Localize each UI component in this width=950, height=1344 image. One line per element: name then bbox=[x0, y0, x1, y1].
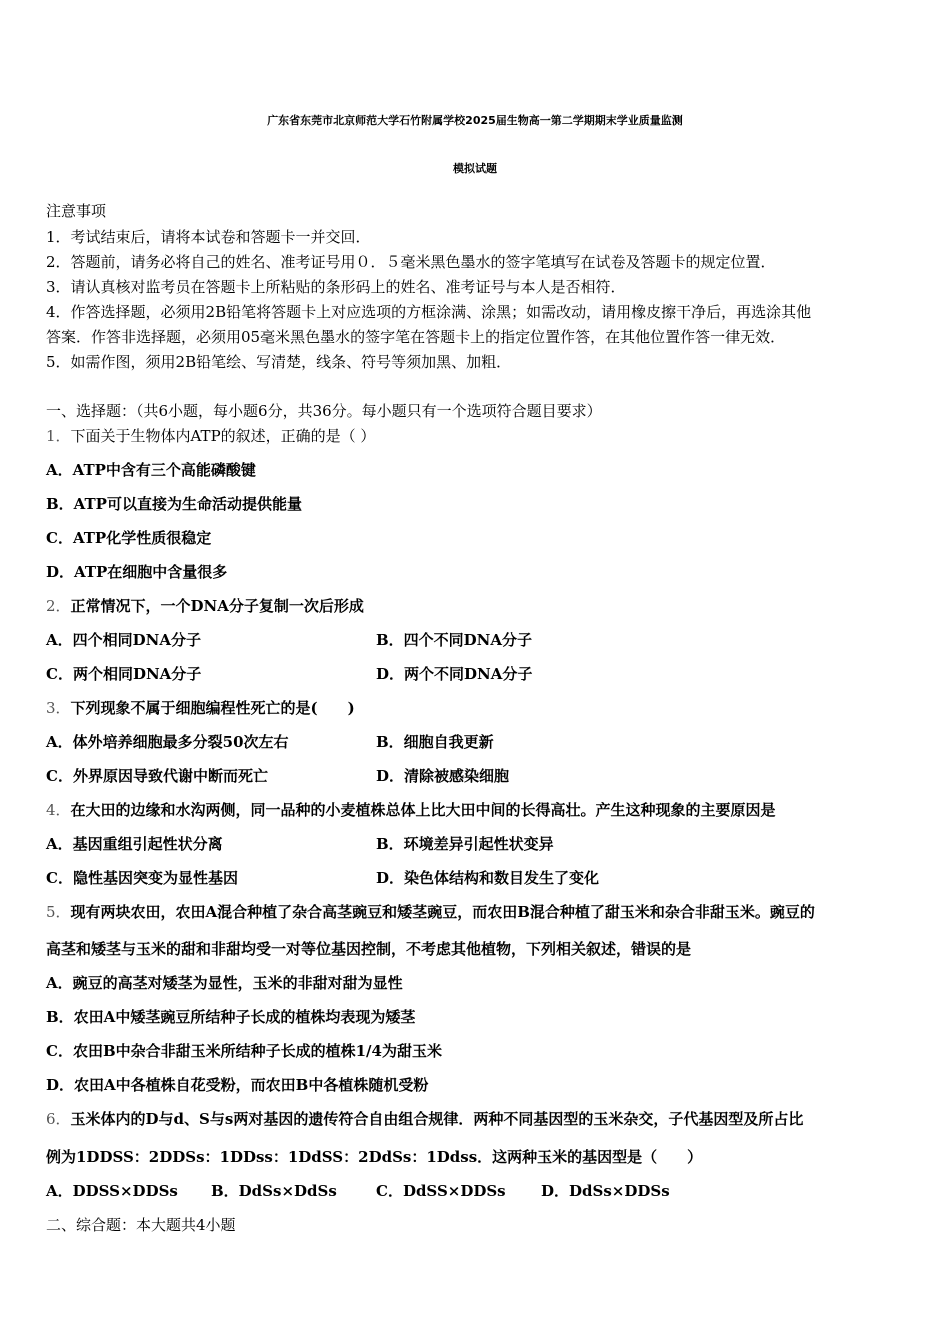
option-d: D．农田A中各植株自花受粉，而农田B中各植株随机受粉 bbox=[46, 1076, 429, 1094]
notice-heading: 注意事项 bbox=[46, 202, 107, 220]
notice-item: 答案．作答非选择题，必须用05毫米黑色墨水的签字笔在答题卡上的指定位置作答，在其他位置作答一律无效． bbox=[46, 328, 786, 346]
option-d: D．清除被感染细胞 bbox=[376, 767, 510, 785]
section-heading-choice: 一、选择题：（共6小题，每小题6分，共36分。每小题只有一个选项符合题目要求） bbox=[46, 402, 602, 420]
question-text: 在大田的边缘和水沟两侧，同一品种的小麦植株总体上比大田中间的长得高壮。产生这种现象的主要原因是 bbox=[70, 801, 776, 819]
option-a: A．DDSS×DDSs bbox=[46, 1182, 178, 1200]
option-c: C．两个相同DNA分子 bbox=[46, 665, 202, 683]
question-number: 3． bbox=[46, 699, 71, 717]
question-3 bbox=[46, 699, 355, 717]
question-2 bbox=[46, 597, 364, 615]
option-b: B．细胞自我更新 bbox=[376, 733, 494, 751]
question-text-continued: 例为1DDSS：2DDSs：1DDss：1DdSS：2DdSs：1Ddss．这两种玉米的基因型是（ ） bbox=[46, 1148, 703, 1166]
option-b: B．环境差异引起性状变异 bbox=[376, 835, 554, 853]
question-6 bbox=[46, 1110, 803, 1128]
option-a: A．体外培养细胞最多分裂50次左右 bbox=[46, 733, 289, 751]
option-b: B．DdSs×DdSs bbox=[211, 1182, 337, 1200]
question-number: 2． bbox=[46, 597, 71, 615]
exam-title-line2: 模拟试题 bbox=[453, 162, 497, 175]
option-c: C．外界原因导致代谢中断而死亡 bbox=[46, 767, 268, 785]
question-4 bbox=[46, 801, 776, 819]
notice-item: 4．作答选择题，必须用2B铅笔将答题卡上对应选项的方框涂满、涂黑；如需改动，请用橡皮擦干净后，再选涂其他 bbox=[46, 303, 812, 321]
exam-title-line1: 广东省东莞市北京师范大学石竹附属学校2025届生物高一第二学期期末学业质量监测 bbox=[267, 114, 683, 127]
question-text: 现有两块农田，农田A混合种植了杂合高茎豌豆和矮茎豌豆，而农田B混合种植了甜玉米和杂合非甜玉米。豌豆的 bbox=[70, 903, 815, 921]
option-b: B．农田A中矮茎豌豆所结种子长成的植株均表现为矮茎 bbox=[46, 1008, 416, 1026]
notice-item: 2．答题前，请务必将自己的姓名、准考证号用０．５毫米黑色墨水的签字笔填写在试卷及答题卡的规定位置． bbox=[46, 253, 776, 271]
question-text: 下面关于生物体内ATP的叙述，正确的是（ ） bbox=[70, 427, 376, 445]
question-text-continued: 高茎和矮茎与玉米的甜和非甜均受一对等位基因控制，不考虑其他植物，下列相关叙述，错误的是 bbox=[46, 940, 692, 958]
option-b: B．四个不同DNA分子 bbox=[376, 631, 533, 649]
option-a: A．基因重组引起性状分离 bbox=[46, 835, 223, 853]
option-d: D．两个不同DNA分子 bbox=[376, 665, 533, 683]
question-text: 正常情况下，一个DNA分子复制一次后形成 bbox=[70, 597, 364, 615]
section-heading-comprehensive: 二、综合题：本大题共4小题 bbox=[46, 1216, 236, 1234]
option-a: A．豌豆的高茎对矮茎为显性，玉米的非甜对甜为显性 bbox=[46, 974, 403, 992]
option-c: C．隐性基因突变为显性基因 bbox=[46, 869, 238, 887]
notice-item: 1．考试结束后，请将本试卷和答题卡一并交回． bbox=[46, 228, 371, 246]
notice-item: 5．如需作图，须用2B铅笔绘、写清楚，线条、符号等须加黑、加粗． bbox=[46, 353, 512, 371]
option-c: C．农田B中杂合非甜玉米所结种子长成的植株1/4为甜玉米 bbox=[46, 1042, 442, 1060]
option-d: D．染色体结构和数目发生了变化 bbox=[376, 869, 600, 887]
question-5 bbox=[46, 903, 815, 921]
question-text: 下列现象不属于细胞编程性死亡的是( ) bbox=[70, 699, 355, 717]
question-text: 玉米体内的D与d、S与s两对基因的遗传符合自由组合规律．两种不同基因型的玉米杂交，子代基因型及所占比 bbox=[70, 1110, 804, 1128]
question-number: 4． bbox=[46, 801, 71, 819]
option-c: C．DdSS×DDSs bbox=[376, 1182, 506, 1200]
question-number: 1． bbox=[46, 427, 71, 445]
option-b: B．ATP可以直接为生命活动提供能量 bbox=[46, 495, 302, 513]
question-1 bbox=[46, 427, 375, 445]
option-d: D．ATP在细胞中含量很多 bbox=[46, 563, 228, 581]
option-c: C．ATP化学性质很稳定 bbox=[46, 529, 212, 547]
option-a: A．ATP中含有三个高能磷酸键 bbox=[46, 461, 256, 479]
question-number: 6． bbox=[46, 1110, 71, 1128]
option-a: A．四个相同DNA分子 bbox=[46, 631, 201, 649]
question-number: 5． bbox=[46, 903, 71, 921]
option-d: D．DdSs×DDSs bbox=[541, 1182, 670, 1200]
notice-item: 3．请认真核对监考员在答题卡上所粘贴的条形码上的姓名、准考证号与本人是否相符． bbox=[46, 278, 626, 296]
